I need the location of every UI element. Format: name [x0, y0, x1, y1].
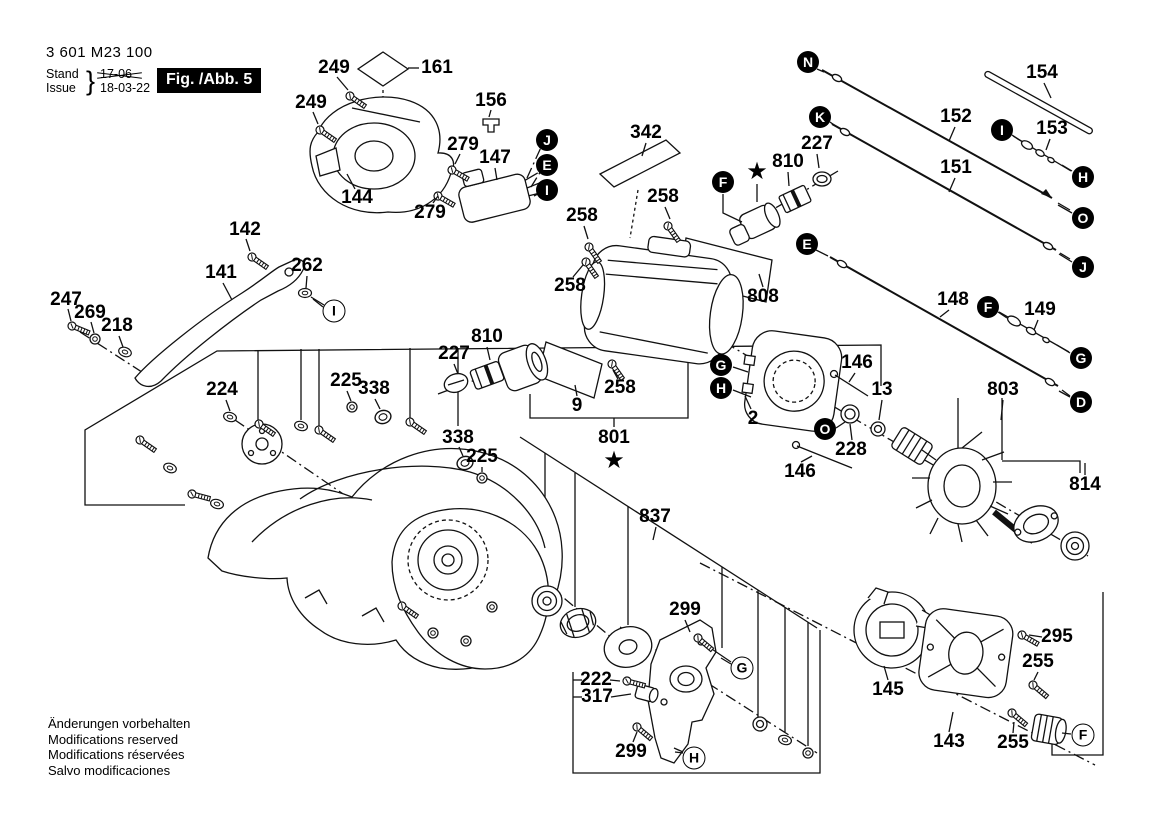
part-label-154: 154	[1026, 62, 1058, 83]
part-label-299: 299	[615, 741, 647, 762]
part-label-258: 258	[647, 186, 679, 207]
part-label-9: 9	[571, 395, 583, 416]
part-label-222: 222	[580, 669, 612, 690]
ref-marker-O: O	[814, 418, 836, 440]
ref-marker-H: H	[683, 747, 706, 770]
ref-marker-H: H	[710, 377, 732, 399]
flange-gasket-814-drawing	[1008, 499, 1064, 549]
part-label-814: 814	[1069, 474, 1101, 495]
ref-marker-F: F	[977, 296, 999, 318]
ref-marker-H: H	[1072, 166, 1094, 188]
brace-glyph: }	[86, 66, 96, 96]
motor-cap-144-drawing	[310, 97, 453, 213]
issue-block	[46, 68, 79, 95]
part-label-279: 279	[447, 134, 479, 155]
figure-label: Fig. /Abb. 5	[157, 68, 261, 93]
part-label-295: 295	[1041, 626, 1073, 647]
part-label-149: 149	[1024, 299, 1056, 320]
modifications-note-line: Salvo modificaciones	[48, 762, 171, 778]
part-label-338: 338	[358, 378, 390, 399]
housing-145-drawing	[854, 588, 932, 668]
star-marker: ★	[746, 158, 768, 185]
part-label-808: 808	[747, 286, 779, 307]
title-block	[46, 44, 253, 96]
part-label-803: 803	[987, 379, 1019, 400]
modifications-note	[48, 716, 190, 778]
part-label-258: 258	[566, 205, 598, 226]
part-label-258: 258	[604, 377, 636, 398]
issue-dates	[100, 68, 150, 95]
part-label-146: 146	[841, 352, 873, 373]
ref-marker-E: E	[796, 233, 818, 255]
knob-F-drawing	[1031, 714, 1068, 746]
ref-marker-E: E	[536, 154, 558, 176]
star-marker: ★	[603, 447, 625, 474]
issue-label: Issue	[46, 80, 76, 95]
ref-marker-F: F	[712, 171, 734, 193]
part-label-227: 227	[801, 133, 833, 154]
bearing-13-228-drawing	[841, 405, 885, 436]
part-label-837: 837	[639, 506, 671, 527]
part-label-801: 801	[598, 427, 630, 448]
part-label-258: 258	[554, 275, 586, 296]
part-label-13: 13	[871, 379, 893, 400]
ref-marker-I: I	[991, 119, 1013, 141]
issue-date: 18-03-22	[100, 80, 151, 95]
ref-marker-J: J	[1072, 256, 1094, 278]
ref-marker-I: I	[536, 179, 558, 201]
part-label-262: 262	[291, 255, 323, 276]
part-label-147: 147	[479, 147, 511, 168]
hub-disc-drawing	[242, 424, 282, 464]
part-label-810: 810	[471, 326, 503, 347]
part-label-249: 249	[295, 92, 327, 113]
mounting-plate-drawing	[648, 620, 731, 763]
ref-marker-N: N	[797, 51, 819, 73]
part-label-143: 143	[933, 731, 965, 752]
part-label-224: 224	[206, 379, 238, 400]
ref-marker-D: D	[1070, 391, 1092, 413]
part-label-144: 144	[341, 187, 373, 208]
part-label-146: 146	[784, 461, 816, 482]
part-label-255: 255	[1022, 651, 1054, 672]
part-label-2: 2	[747, 408, 759, 429]
part-label-249: 249	[318, 57, 350, 78]
part-label-151: 151	[940, 157, 972, 178]
part-label-279: 279	[414, 202, 446, 223]
ref-marker-G: G	[1070, 347, 1092, 369]
part-label-227: 227	[438, 343, 470, 364]
part-number: 3 601 M23 100	[46, 44, 153, 61]
part-label-161: 161	[421, 57, 453, 78]
modifications-note-line: Modifications réservées	[48, 747, 185, 762]
ref-marker-J: J	[536, 129, 558, 151]
modifications-note-line: Änderungen vorbehalten	[48, 716, 191, 731]
part-label-228: 228	[835, 439, 867, 460]
end-plate-143-drawing	[917, 606, 1016, 699]
ref-marker-K: K	[809, 106, 831, 128]
stand-label: Stand	[46, 67, 79, 81]
part-label-145: 145	[872, 679, 904, 700]
part-label-148: 148	[937, 289, 969, 310]
ref-marker-O: O	[1072, 207, 1094, 229]
stand-date-old: 17-06	[100, 67, 132, 81]
bearing-814-drawing	[1061, 532, 1089, 560]
part-label-225: 225	[330, 370, 362, 391]
part-label-338: 338	[442, 427, 474, 448]
brush-holder-top-drawing	[723, 172, 831, 246]
ref-marker-I: I	[323, 300, 346, 323]
bearing-ring-disc-drawing	[532, 586, 657, 673]
clip-156-drawing	[483, 119, 499, 132]
cable-K-151	[832, 124, 1070, 259]
part-label-317: 317	[581, 686, 613, 707]
part-label-153: 153	[1036, 118, 1068, 139]
part-label-255: 255	[997, 732, 1029, 753]
armature-803-drawing	[890, 426, 1032, 543]
modifications-note-line: Modifications reserved	[48, 731, 179, 747]
part-label-810: 810	[772, 151, 804, 172]
ref-marker-F: F	[1072, 724, 1095, 747]
part-label-141: 141	[205, 262, 237, 283]
part-label-225: 225	[466, 446, 498, 467]
part-label-142: 142	[229, 219, 261, 240]
part-label-342: 342	[630, 122, 662, 143]
part-label-247: 247	[50, 289, 82, 310]
part-label-269: 269	[74, 302, 106, 323]
ref-marker-G: G	[731, 657, 754, 680]
part-label-299: 299	[669, 599, 701, 620]
part-label-156: 156	[475, 90, 507, 111]
ref-marker-G: G	[710, 354, 732, 376]
part-label-152: 152	[940, 106, 972, 127]
part-label-218: 218	[101, 315, 133, 336]
